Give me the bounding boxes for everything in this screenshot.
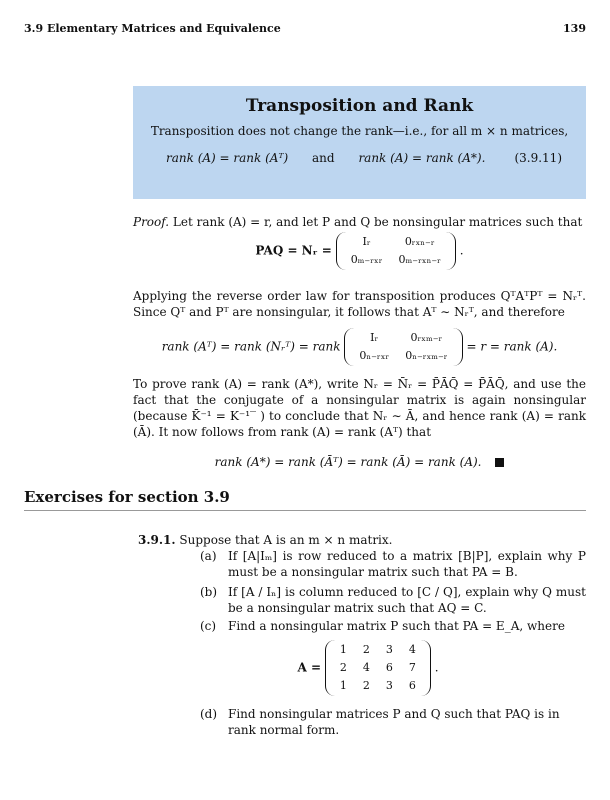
proof-eq2 — [133, 328, 586, 366]
part-d-label: (d) — [200, 707, 218, 721]
part-a-label: (a) — [200, 549, 217, 563]
part-b-label: (b) — [200, 585, 218, 599]
theorem-title: Transposition and Rank — [245, 96, 474, 116]
theorem-box — [133, 86, 586, 199]
eq1-lhs: PAQ = Nᵣ = — [255, 243, 332, 258]
proof-para3: To prove rank (A) = rank (A*), write Nᵣ = N̄ᵣ = P̄ĀQ̄ = P̄ĀQ̄, and use the fact that the conjugate of a nonsingular matrix is again nonsingular (because K̄⁻¹ = K⁻¹‾ ) to conclude that Nᵣ ∼ Ā, and hence rank (A) = rank (Ā). It now follows from rank (A) = rank (Aᵀ) that — [133, 377, 586, 439]
eq1-m21: 0ₘ₋ᵣₓᵣ — [350, 253, 383, 266]
eq3: rank (A*) = rank (Āᵀ) = rank (Ā) = rank (A). — [214, 455, 482, 469]
part-c-label: (c) — [200, 619, 217, 633]
c-m24: 7 — [408, 661, 416, 674]
equation-number: (3.9.11) — [514, 151, 562, 165]
proof-line1 — [133, 214, 586, 230]
c-m23: 6 — [385, 661, 393, 674]
c-lhs: A = — [297, 660, 322, 675]
proof-label: Proof. — [133, 215, 170, 229]
proof-eq3 — [133, 454, 586, 470]
part-c-equation — [228, 640, 508, 696]
c-m33: 3 — [385, 679, 393, 692]
exercises-heading: Exercises for section 3.9 — [24, 488, 230, 506]
c-m14: 4 — [408, 643, 416, 656]
c-m31: 1 — [339, 679, 347, 692]
part-a-text: If [A|Iₘ] is row reduced to a matrix [B|P], explain why P must be a nonsingular matrix such that PA = B. — [228, 549, 586, 579]
running-header — [24, 22, 586, 38]
eq1-matrix — [336, 232, 456, 270]
c-tail: . — [434, 660, 439, 675]
exercise-intro-text: Suppose that A is an m × n matrix. — [179, 533, 393, 547]
exercise-number: 3.9.1. — [138, 533, 176, 547]
exercise-intro — [138, 532, 586, 548]
eq2-rhs: = r = rank (A). — [466, 339, 558, 354]
eq2-m11: Iᵣ — [370, 331, 379, 344]
eq1-m22: 0ₘ₋ᵣₓₙ₋ᵣ — [398, 253, 441, 266]
eq2-m12: 0ᵣₓₘ₋ᵣ — [410, 331, 443, 344]
qed-square-icon — [495, 458, 504, 467]
c-m21: 2 — [339, 661, 347, 674]
eq-right: rank (A) = rank (A*). — [358, 151, 486, 165]
proof-eq1 — [133, 232, 586, 270]
eq1-tail: . — [459, 243, 464, 258]
section-title: 3.9 Elementary Matrices and Equivalence — [24, 22, 281, 35]
eq-and: and — [312, 151, 335, 165]
theorem-lead: Transposition does not change the rank—i.e., for all m × n matrices, — [150, 124, 569, 138]
part-b-text: If [A / Iₙ] is column reduced to [C / Q], explain why Q must be a nonsingular matrix such that AQ = C. — [228, 585, 586, 615]
page-number: 139 — [563, 22, 586, 35]
heading-rule — [24, 510, 586, 511]
c-m22: 4 — [362, 661, 370, 674]
proof-para2: Applying the reverse order law for transposition produces QᵀAᵀPᵀ = Nᵣᵀ. Since Qᵀ and Pᵀ are nonsingular, it follows that Aᵀ ∼ Nᵣᵀ, and therefore — [133, 289, 586, 319]
eq-left: rank (A) = rank (Aᵀ) — [166, 151, 289, 165]
eq1-m12: 0ᵣₓₙ₋ᵣ — [404, 235, 435, 248]
c-m34: 6 — [408, 679, 416, 692]
eq2-matrix — [344, 328, 462, 366]
c-m13: 3 — [385, 643, 393, 656]
theorem-equation — [166, 151, 562, 165]
c-m32: 2 — [362, 679, 370, 692]
c-matrix — [325, 640, 431, 696]
eq2-m21: 0ₙ₋ᵣₓᵣ — [359, 349, 390, 362]
eq2-lhs: rank (Aᵀ) = rank (Nᵣᵀ) = rank — [161, 339, 341, 354]
eq1-m11: Iᵣ — [362, 235, 371, 248]
part-d-text: Find nonsingular matrices P and Q such that PAQ is in rank normal form. — [228, 707, 560, 737]
part-c-text: Find a nonsingular matrix P such that PA = E_A, where — [228, 619, 565, 633]
c-m11: 1 — [339, 643, 347, 656]
c-m12: 2 — [362, 643, 370, 656]
proof-text: Let rank (A) = r, and let P and Q be nonsingular matrices such that — [172, 215, 583, 229]
eq2-m22: 0ₙ₋ᵣₓₘ₋ᵣ — [405, 349, 448, 362]
